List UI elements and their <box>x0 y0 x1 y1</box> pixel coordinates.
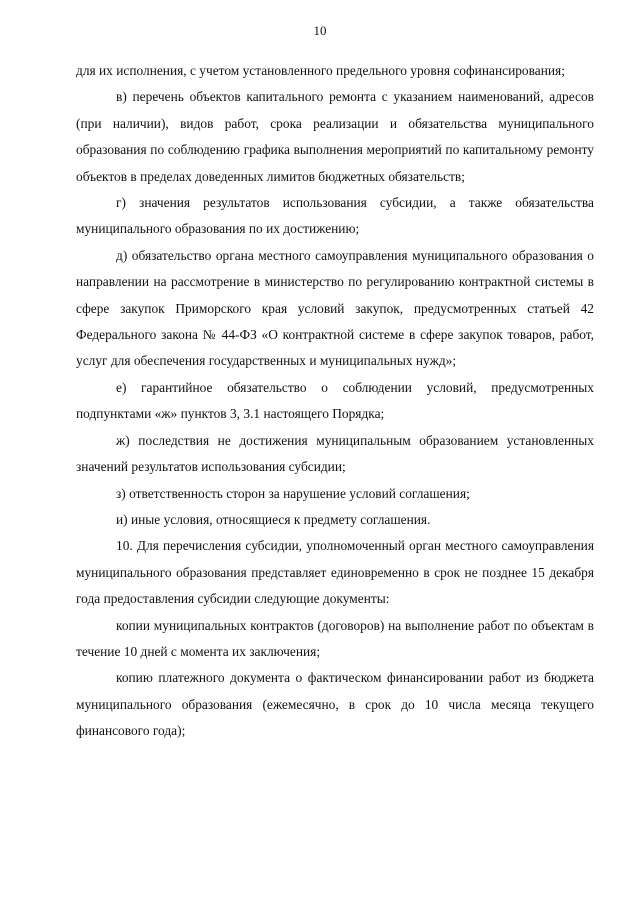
paragraph-item-i: и) иные условия, относящиеся к предмету соглашения. <box>116 511 431 527</box>
page-number: 10 <box>313 23 327 38</box>
paragraph-item-z: з) ответственность сторон за нарушение условий соглашения; <box>116 485 470 501</box>
paragraph-continuation: для их исполнения, с учетом установленного предельного уровня софинансирования; <box>76 63 565 78</box>
paragraph-section-10: 10. Для перечисления субсидии, уполномоченный орган местного самоуправления муниципального образования представляет единовременно в срок не позднее 15 декабря года предоставления субсидии следующие документы: <box>76 538 594 607</box>
paragraph-item-d: д) обязательство органа местного самоуправления муниципального образования о направлении на рассмотрение в министерство по регулированию контрактной системы в сфере закупок Приморского края условий закупок, предусмотренных статьей 42 Федерального закона № 44-ФЗ «О контрактной системе в сфере закупок товаров, работ, услуг для обеспечения государственных и муниципальных нужд»; <box>76 247 594 369</box>
paragraph-item-g: г) значения результатов использования субсидии, а также обязательства муниципального образования по их достижению; <box>76 195 594 237</box>
paragraph-item-v: в) перечень объектов капитального ремонта с указанием наименований, адресов (при наличии), видов работ, срока реализации и обязательства муниципального образования по соблюдению графика выполнения мероприятий по капитальному ремонту объектов в пределах доведенных лимитов бюджетных обязательств; <box>76 89 594 184</box>
document-body <box>76 58 594 745</box>
paragraph-item-e: е) гарантийное обязательство о соблюдении условий, предусмотренных подпунктами «ж» пунктов 3, 3.1 настоящего Порядка; <box>76 379 594 422</box>
paragraph-item-zh: ж) последствия не достижения муниципальным образованием установленных значений результатов использования субсидии; <box>76 432 594 475</box>
paragraph-contract-copies: копии муниципальных контрактов (договоров) на выполнение работ по объектам в течение 10 дней с момента их заключения; <box>76 617 594 659</box>
paragraph-payment-document: копию платежного документа о фактическом финансировании работ из бюджета муниципального образования (ежемесячно, в срок до 10 числа месяца текущего финансового года); <box>76 670 594 739</box>
